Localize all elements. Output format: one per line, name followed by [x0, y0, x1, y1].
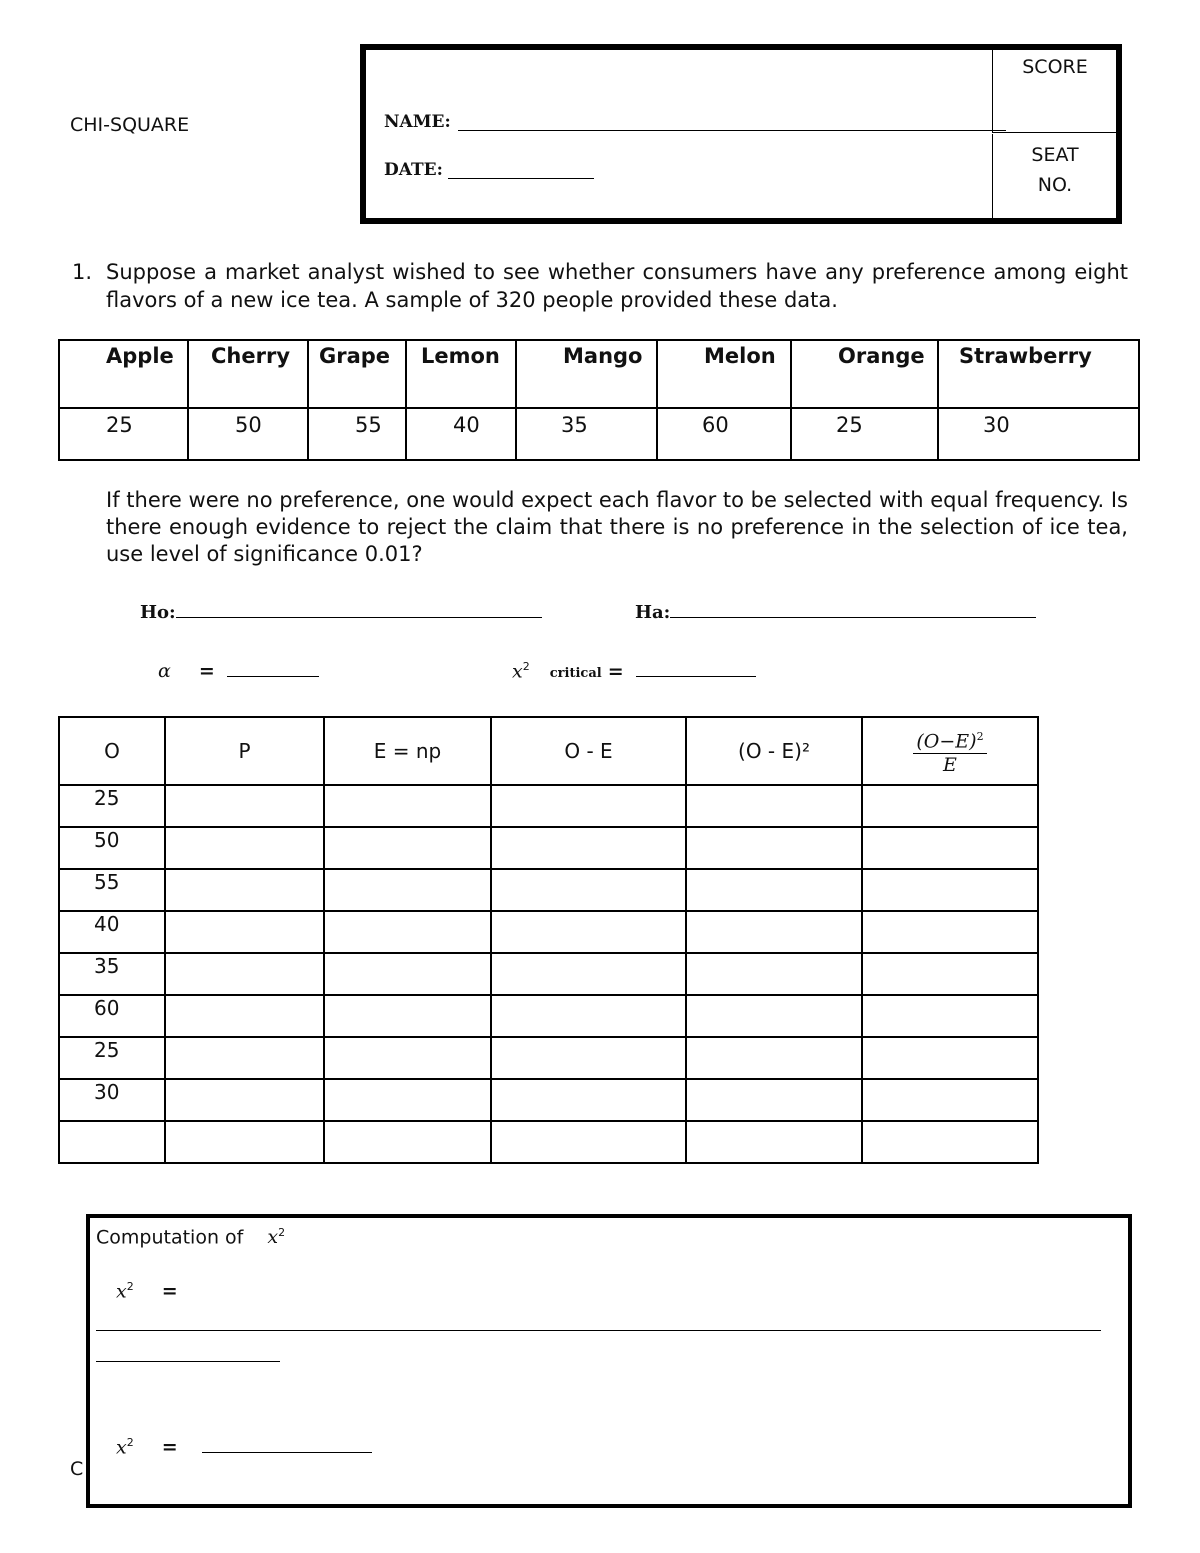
seat-label: SEAT — [1031, 144, 1079, 166]
table-row — [59, 953, 1038, 995]
flavor-value: 60 — [657, 408, 791, 460]
computation-title — [96, 1226, 285, 1248]
seat-no-cell — [992, 134, 1117, 224]
chi-square-exponent: 2 — [126, 1280, 134, 1293]
score-label: SCORE — [1022, 56, 1088, 78]
computation-header-row — [59, 717, 1038, 785]
name-field[interactable] — [458, 130, 1006, 131]
table-row — [59, 785, 1038, 827]
observed-cell: 25 — [59, 1037, 165, 1079]
computation-title-text: Computation of — [96, 1226, 244, 1249]
col-header-squared-difference: (O - E)² — [686, 717, 862, 785]
flavor-header: Apple — [59, 340, 188, 408]
null-hypothesis — [140, 602, 542, 623]
table-row — [59, 827, 1038, 869]
chi-term-fraction — [913, 726, 986, 775]
flavor-header: Lemon — [406, 340, 516, 408]
col-header-p: P — [165, 717, 324, 785]
answer-cell[interactable] — [324, 995, 491, 1037]
alpha-symbol: α — [158, 660, 171, 682]
flavor-data-table — [58, 339, 1140, 461]
total-cell[interactable] — [59, 1121, 165, 1163]
alpha-equals: = — [198, 660, 215, 682]
flavor-value-row — [59, 408, 1139, 460]
answer-cell[interactable] — [324, 869, 491, 911]
answer-cell[interactable] — [491, 953, 686, 995]
flavor-header: Mango — [516, 340, 657, 408]
answer-cell[interactable] — [686, 1037, 862, 1079]
chi-symbol: x — [116, 1436, 127, 1459]
student-info-box — [360, 44, 1122, 224]
answer-cell[interactable] — [686, 953, 862, 995]
ha-answer-field[interactable] — [670, 617, 1036, 618]
worksheet-title: CHI-SQUARE — [70, 114, 190, 136]
critical-answer-field[interactable] — [636, 676, 756, 677]
answer-cell[interactable] — [324, 1037, 491, 1079]
critical-equals: = — [607, 660, 624, 683]
alpha-answer-field[interactable] — [227, 676, 319, 677]
flavor-value: 35 — [516, 408, 657, 460]
answer-cell[interactable] — [491, 1037, 686, 1079]
flavor-value: 55 — [308, 408, 406, 460]
seat-no-label: NO. — [1037, 174, 1073, 196]
computation-table — [58, 716, 1039, 1164]
answer-cell[interactable] — [686, 827, 862, 869]
col-header-difference: O - E — [491, 717, 686, 785]
table-row — [59, 1037, 1038, 1079]
answer-cell[interactable] — [862, 1037, 1038, 1079]
date-label: DATE: — [384, 160, 443, 180]
chi-square-result-line — [116, 1436, 372, 1458]
answer-cell[interactable] — [491, 1121, 686, 1163]
ha-label: Ha: — [635, 602, 671, 623]
table-row — [59, 911, 1038, 953]
fraction-numerator: (O−E) — [916, 730, 977, 753]
observed-cell: 25 — [59, 785, 165, 827]
critical-label: critical — [549, 666, 602, 682]
answer-cell[interactable] — [862, 827, 1038, 869]
answer-cell[interactable] — [165, 1121, 324, 1163]
fraction-exponent: 2 — [976, 730, 984, 744]
answer-cell[interactable] — [491, 827, 686, 869]
flavor-value: 30 — [938, 408, 1139, 460]
stray-letter: C — [70, 1458, 84, 1480]
equals-sign: = — [161, 1280, 178, 1303]
critical-value-row — [512, 660, 756, 682]
observed-cell: 50 — [59, 827, 165, 869]
answer-cell[interactable] — [686, 911, 862, 953]
answer-cell[interactable] — [862, 785, 1038, 827]
chi-square-exponent: 2 — [522, 660, 530, 673]
answer-cell[interactable] — [686, 785, 862, 827]
chi-square-formula-line — [116, 1280, 178, 1302]
col-header-expected: E = np — [324, 717, 491, 785]
answer-cell[interactable] — [165, 953, 324, 995]
answer-cell[interactable] — [686, 869, 862, 911]
ho-answer-field[interactable] — [176, 617, 542, 618]
flavor-header: Strawberry — [938, 340, 1139, 408]
answer-cell[interactable] — [862, 953, 1038, 995]
observed-cell: 55 — [59, 869, 165, 911]
chi-symbol: x — [267, 1226, 279, 1249]
score-cell — [992, 50, 1117, 133]
answer-cell[interactable] — [324, 1079, 491, 1121]
answer-cell[interactable] — [165, 1079, 324, 1121]
flavor-header-row — [59, 340, 1139, 408]
table-row — [59, 995, 1038, 1037]
table-row — [59, 869, 1038, 911]
flavor-header: Orange — [791, 340, 938, 408]
chi-square-exponent: 2 — [278, 1226, 286, 1239]
answer-cell[interactable] — [165, 1037, 324, 1079]
answer-cell[interactable] — [862, 869, 1038, 911]
answer-cell[interactable] — [165, 995, 324, 1037]
name-label: NAME: — [384, 112, 451, 132]
answer-cell[interactable] — [686, 1079, 862, 1121]
answer-cell[interactable] — [324, 1121, 491, 1163]
observed-cell: 30 — [59, 1079, 165, 1121]
chi-square-computation-box — [86, 1214, 1132, 1508]
question-intro: Suppose a market analyst wished to see whether consumers have any preference among eight flavors of a new ice tea. A sample of 320 people provided these data. — [106, 260, 1128, 312]
answer-cell[interactable] — [686, 995, 862, 1037]
flavor-header: Cherry — [188, 340, 308, 408]
answer-cell[interactable] — [862, 1121, 1038, 1163]
table-row — [59, 1121, 1038, 1163]
answer-cell[interactable] — [324, 827, 491, 869]
question-number: 1. — [72, 260, 93, 284]
answer-cell[interactable] — [491, 1079, 686, 1121]
observed-cell: 60 — [59, 995, 165, 1037]
flavor-value: 25 — [791, 408, 938, 460]
answer-cell[interactable] — [324, 911, 491, 953]
answer-cell[interactable] — [165, 827, 324, 869]
chi-symbol: x — [512, 660, 523, 683]
answer-cell[interactable] — [862, 995, 1038, 1037]
computation-answer-line[interactable] — [96, 1361, 280, 1362]
col-header-chi-term — [862, 717, 1038, 785]
flavor-value: 40 — [406, 408, 516, 460]
ho-label: Ho: — [140, 602, 176, 623]
answer-cell[interactable] — [862, 911, 1038, 953]
flavor-header: Grape — [308, 340, 406, 408]
answer-cell[interactable] — [491, 995, 686, 1037]
computation-answer-line[interactable] — [96, 1330, 1101, 1331]
alternative-hypothesis — [635, 602, 1036, 623]
question-body: If there were no preference, one would expect each flavor to be selected with equal frequency. Is there enough evidence to reject the claim that there is no preference in the selection of ice tea, use level of significance 0.01? — [106, 488, 1128, 566]
answer-cell[interactable] — [165, 785, 324, 827]
answer-cell[interactable] — [165, 911, 324, 953]
chi-square-exponent: 2 — [126, 1436, 134, 1449]
flavor-value: 25 — [59, 408, 188, 460]
flavor-value: 50 — [188, 408, 308, 460]
chi-square-result-field[interactable] — [202, 1452, 372, 1453]
answer-cell[interactable] — [491, 785, 686, 827]
flavor-header: Melon — [657, 340, 791, 408]
alpha-row — [158, 660, 319, 682]
fraction-denominator: E — [943, 753, 957, 776]
observed-cell: 40 — [59, 911, 165, 953]
col-header-o: O — [59, 717, 165, 785]
answer-cell[interactable] — [165, 869, 324, 911]
observed-cell: 35 — [59, 953, 165, 995]
table-row — [59, 1079, 1038, 1121]
answer-cell[interactable] — [491, 911, 686, 953]
date-field[interactable] — [448, 178, 594, 179]
chi-symbol: x — [116, 1280, 127, 1303]
answer-cell[interactable] — [324, 953, 491, 995]
answer-cell[interactable] — [686, 1121, 862, 1163]
answer-cell[interactable] — [491, 869, 686, 911]
answer-cell[interactable] — [324, 785, 491, 827]
answer-cell[interactable] — [862, 1079, 1038, 1121]
equals-sign: = — [161, 1436, 178, 1459]
